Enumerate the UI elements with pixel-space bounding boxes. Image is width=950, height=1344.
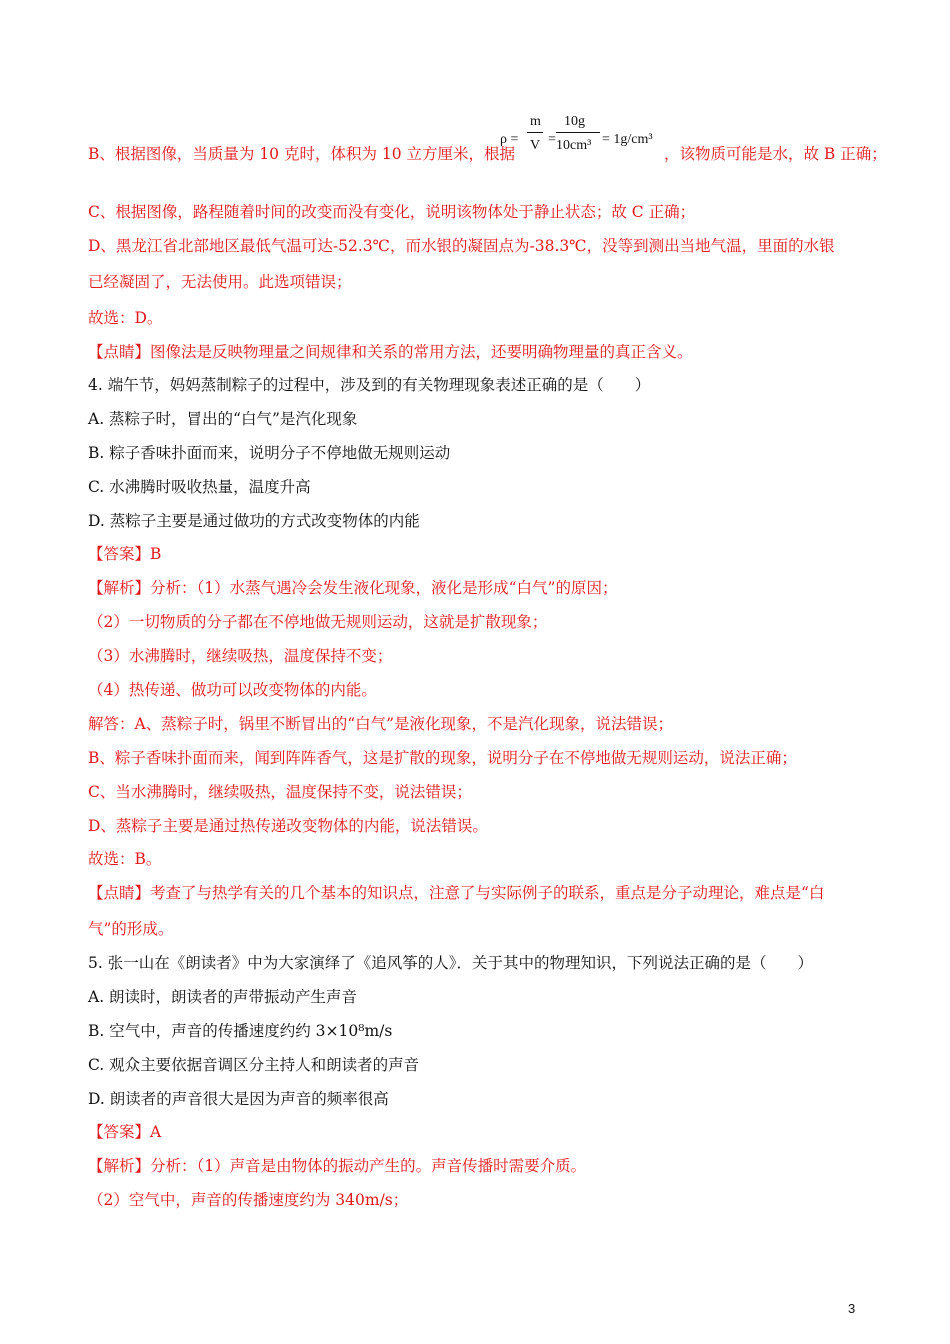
analysis-q4-4: （4）热传递、做功可以改变物体的内能。 [88, 681, 377, 699]
dianjing-q4-2: 气”的形成。 [88, 920, 174, 938]
question-4-option-c: C. 水沸腾时吸收热量，温度升高 [88, 478, 311, 496]
question-5-option-d: D. 朗读者的声音很大是因为声音的频率很高 [88, 1090, 389, 1108]
formula-fraction-bar-2 [556, 132, 600, 133]
solution-q4-b: B、粽子香味扑面而来，闻到阵阵香气，这是扩散的现象，说明分子在不停地做无规则运动，说法正确； [88, 749, 797, 767]
formula-v: V [530, 138, 541, 153]
question-4-option-d: D. 蒸粽子主要是通过做功的方式改变物体的内能 [88, 512, 420, 530]
solution-q4-a: 解答：A、蒸粽子时，锅里不断冒出的“白气”是液化现象，不是汽化现象，说法错误； [88, 715, 674, 733]
answer-b-line [88, 144, 515, 164]
answer-q5: 【答案】A [88, 1123, 162, 1141]
question-4: 4. 端午节，妈妈蒸制粽子的过程中，涉及到的有关物理现象表述正确的是（ ） [88, 376, 651, 394]
selection-q3: 故选：D。 [88, 309, 163, 327]
question-5-option-c: C. 观众主要依据音调区分主持人和朗读者的声音 [88, 1056, 420, 1074]
analysis-q5-1: 【解析】分析：（1）声音是由物体的振动产生的。声音传播时需要介质。 [88, 1157, 587, 1175]
density-formula [500, 112, 668, 168]
formula-denominator: 10cm³ [556, 138, 592, 153]
formula-m: m [530, 114, 541, 129]
question-5-option-a: A. 朗读时，朗读者的声带振动产生声音 [88, 988, 358, 1006]
page-number: 3 [848, 1301, 856, 1316]
solution-q4-d: D、蒸粽子主要是通过热传递改变物体的内能，说法错误。 [88, 817, 488, 835]
dianjing-q4-1: 【点睛】考查了与热学有关的几个基本的知识点，注意了与实际例子的联系，重点是分子动理论，难点是“白 [88, 884, 825, 902]
analysis-q4-2: （2）一切物质的分子都在不停地做无规则运动，这就是扩散现象； [88, 613, 548, 631]
formula-rho: ρ = [500, 132, 519, 147]
answer-b-tail [664, 144, 887, 164]
selection-q4: 故选：B。 [88, 850, 162, 868]
question-4-option-a: A. 蒸粽子时，冒出的“白气”是汽化现象 [88, 410, 358, 428]
formula-result: = 1g/cm³ [602, 132, 653, 147]
formula-numerator: 10g [564, 114, 585, 129]
answer-d-line-2: 已经凝固了，无法使用。此选项错误； [88, 273, 352, 291]
answer-q4: 【答案】B [88, 545, 162, 563]
analysis-q4-3: （3）水沸腾时，继续吸热，温度保持不变； [88, 647, 393, 665]
question-4-option-b: B. 粽子香味扑面而来，说明分子不停地做无规则运动 [88, 444, 451, 462]
formula-fraction-bar-1 [527, 132, 543, 133]
answer-c-line: C、根据图像，路程随着时间的改变而没有变化，说明该物体处于静止状态；故 C 正确； [88, 203, 696, 221]
formula-equals: = [548, 132, 556, 147]
solution-q4-c: C、当水沸腾时，继续吸热，温度保持不变，说法错误； [88, 783, 472, 801]
analysis-q5-2: （2）空气中，声音的传播速度约为 340m/s； [88, 1191, 409, 1209]
question-5: 5. 张一山在《朗读者》中为大家演绎了《追风筝的人》．关于其中的物理知识，下列说法正确的是（ ） [88, 954, 813, 972]
dianjing-q3: 【点睛】图像法是反映物理量之间规律和关系的常用方法，还要明确物理量的真正含义。 [88, 343, 693, 361]
answer-b-tail-text: ，该物质可能是水，故 B 正确； [664, 145, 887, 163]
analysis-q4-1: 【解析】分析：（1）水蒸气遇冷会发生液化现象，液化是形成“白气”的原因； [88, 579, 618, 597]
answer-b-text: B、根据图像，当质量为 10 克时，体积为 10 立方厘米，根据 [88, 145, 516, 163]
answer-d-line-1: D、黑龙江省北部地区最低气温可达-52.3℃，而水银的凝固点为-38.3℃，没等到测出当地气温，里面的水银 [88, 237, 835, 255]
question-5-option-b: B. 空气中，声音的传播速度约约 3×10⁸m/s [88, 1022, 393, 1040]
